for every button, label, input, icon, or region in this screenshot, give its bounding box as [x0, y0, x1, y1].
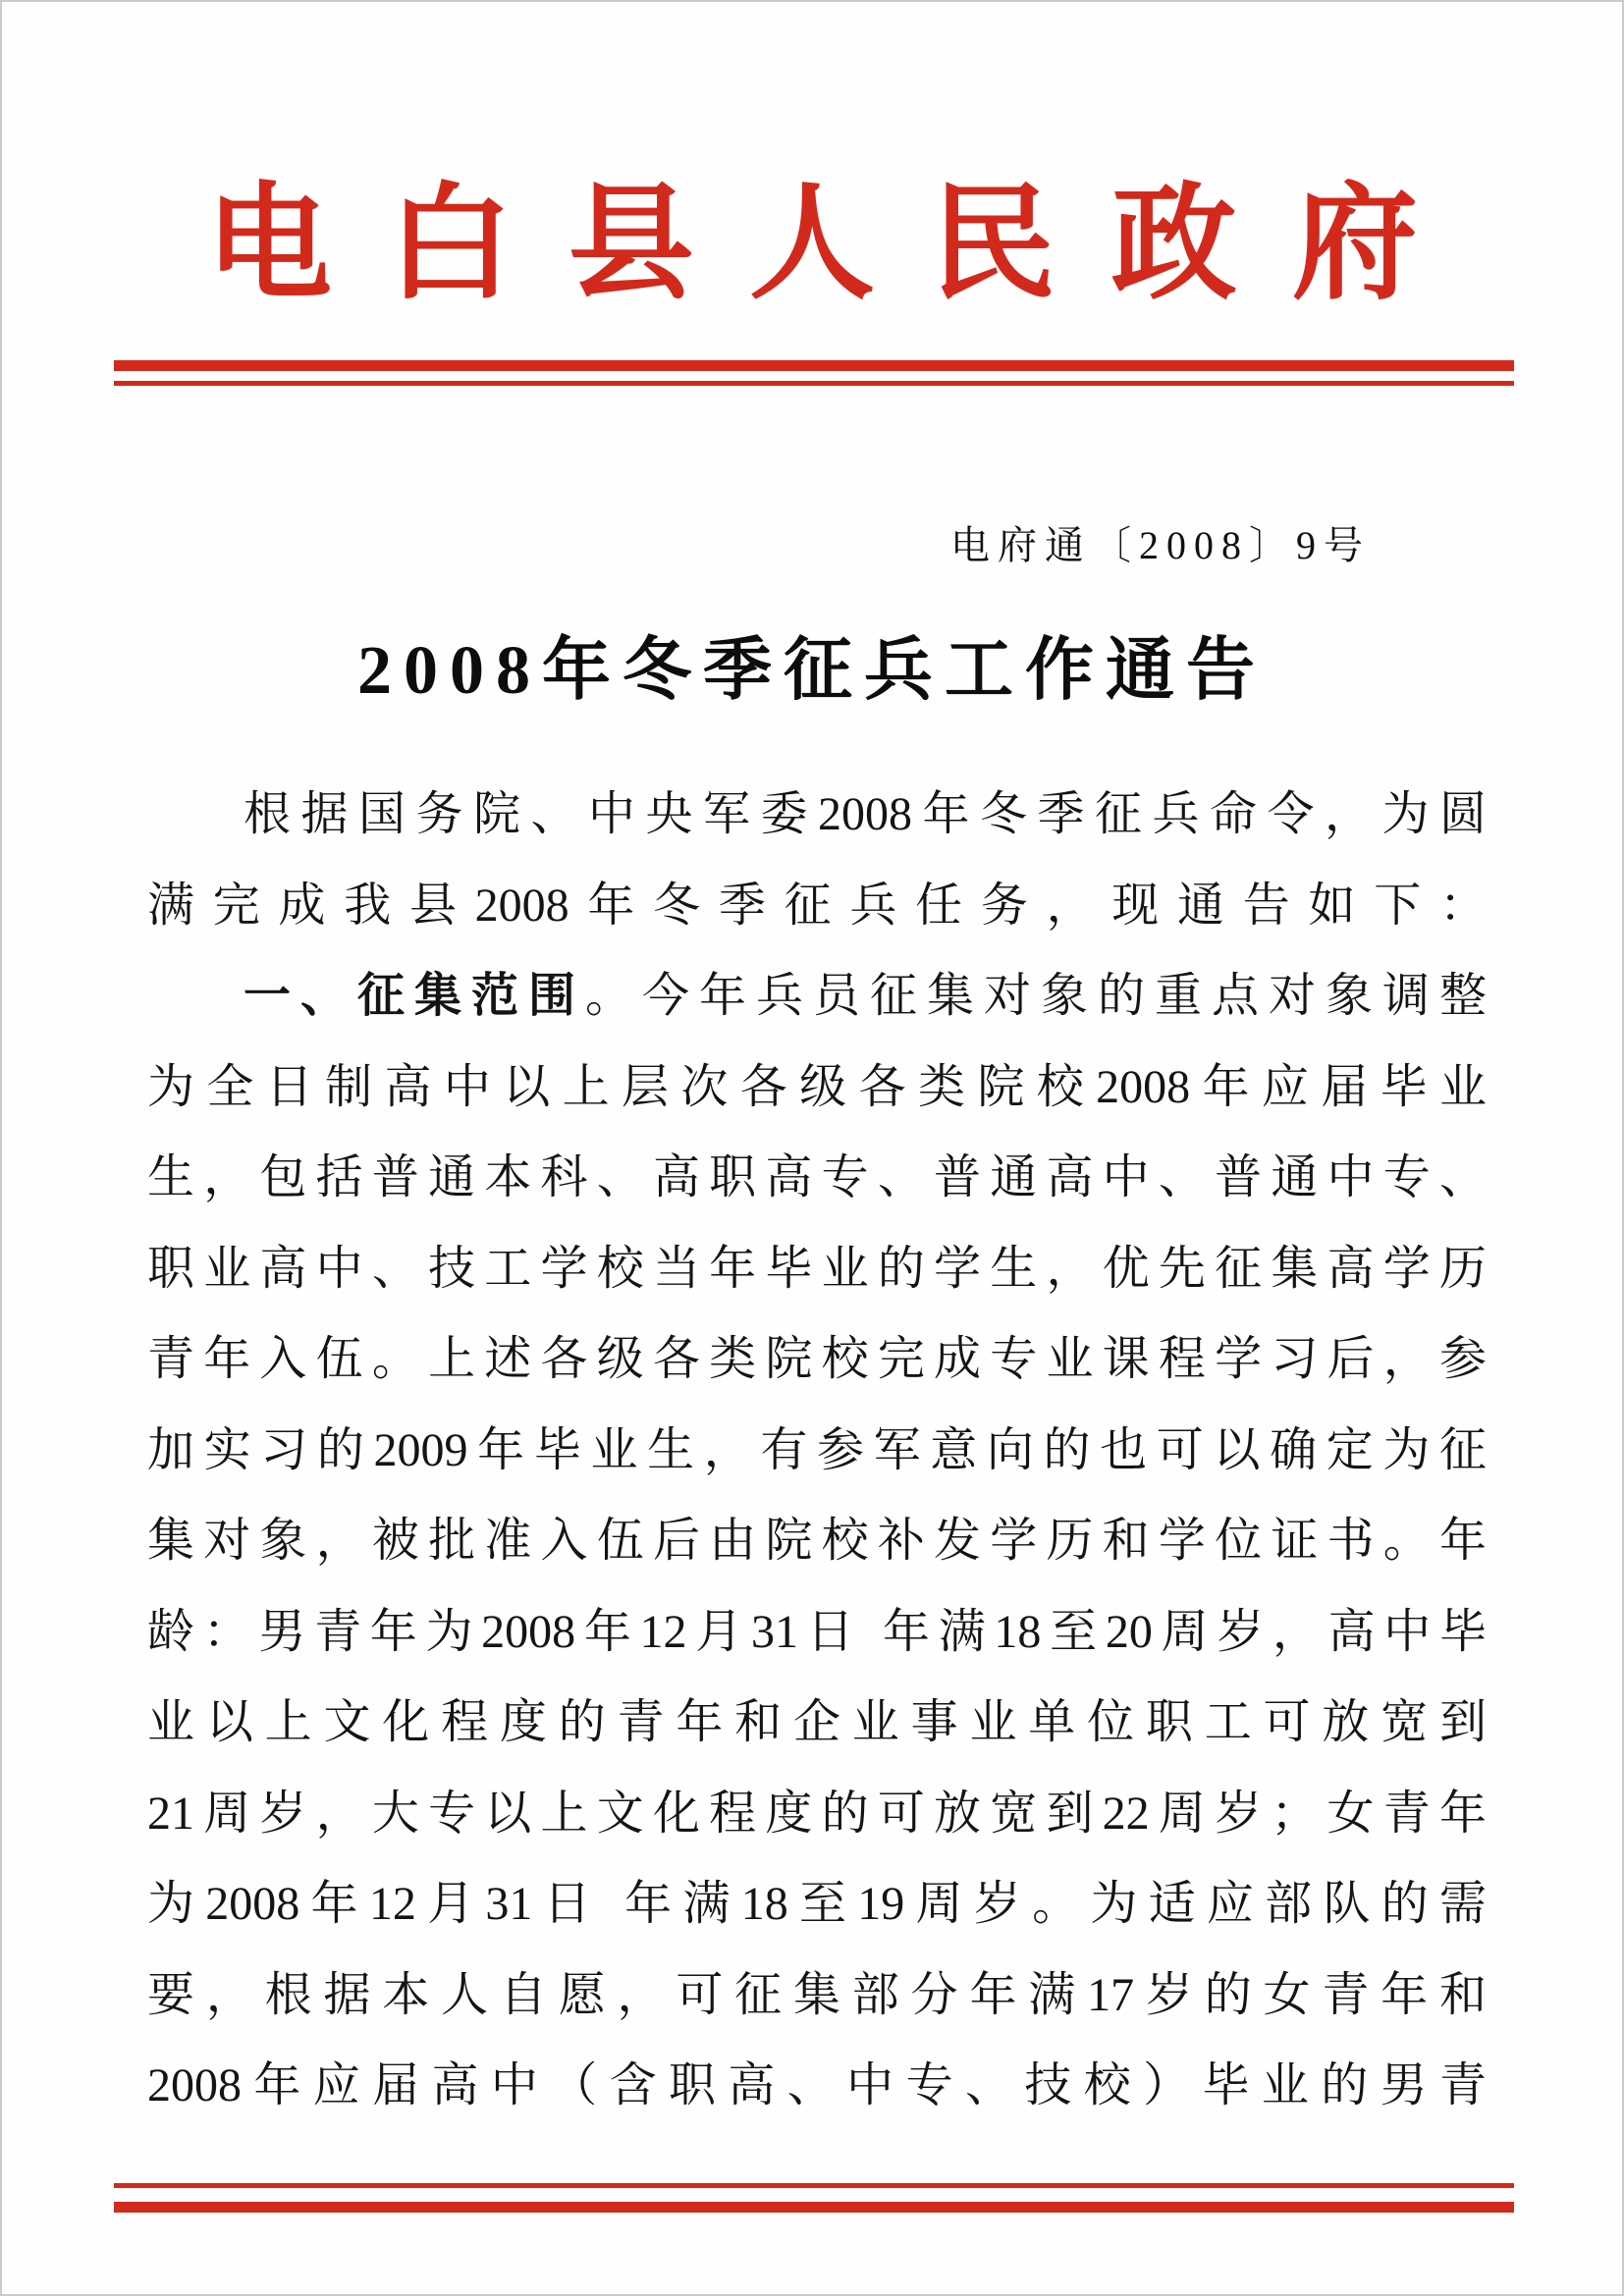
body-line: 业以上文化程度的青年和企业事业单位职工可放宽到: [147, 1696, 1487, 1748]
body-line: 21周岁，大专以上文化程度的可放宽到22周岁；女青年: [147, 1787, 1487, 1840]
body-line: 龄：男青年为2008年12月31日 年满18至20周岁，高中毕: [147, 1605, 1487, 1658]
footer-rule-thick: [114, 2202, 1514, 2213]
body-line: 要，根据本人自愿，可征集部分年满17岁的女青年和: [147, 1968, 1487, 2021]
header-rule-thick: [114, 360, 1514, 371]
body-line: 满完成我县2008年冬季征兵任务，现通告如下：: [147, 879, 1487, 932]
body-line: 为2008年12月31日 年满18至19周岁。为适应部队的需: [147, 1878, 1487, 1930]
body-line: 加实习的2009年毕业生，有参军意向的也可以确定为征: [147, 1423, 1487, 1476]
header-rule-thin: [114, 381, 1514, 386]
body-line-section-heading: [147, 951, 1487, 1042]
body-line: 职业高中、技工学校当年毕业的学生，优先征集高学历: [147, 1242, 1487, 1295]
document-number: 电府通〔2008〕9号: [950, 523, 1371, 567]
section-heading-text: 一、征集范围: [244, 970, 585, 1022]
body-line: 2008年应届高中（含职高、中专、技校）毕业的男青: [147, 2059, 1487, 2111]
section-heading-rest: 。今年兵员征集对象的重点对象调整: [585, 970, 1487, 1022]
body-line: 根据国务院、中央军委2008年冬季征兵命令，为圆: [244, 788, 1487, 840]
body-line: 为全日制高中以上层次各级各类院校2008年应届毕业: [147, 1060, 1487, 1113]
document-body: [147, 770, 1487, 2132]
body-line: 生，包括普通本科、高职高专、普通高中、普通中专、: [147, 1151, 1487, 1203]
body-line: 集对象，被批准入伍后由院校补发学历和学位证书。年: [147, 1515, 1487, 1567]
government-header-title: 电白县人民政府: [206, 175, 1474, 314]
document-title: 2008年冬季征兵工作通告: [357, 633, 1267, 709]
body-line: 青年入伍。上述各级各类院校完成专业课程学习后，参: [147, 1333, 1487, 1385]
footer-rule-thin: [114, 2183, 1514, 2188]
